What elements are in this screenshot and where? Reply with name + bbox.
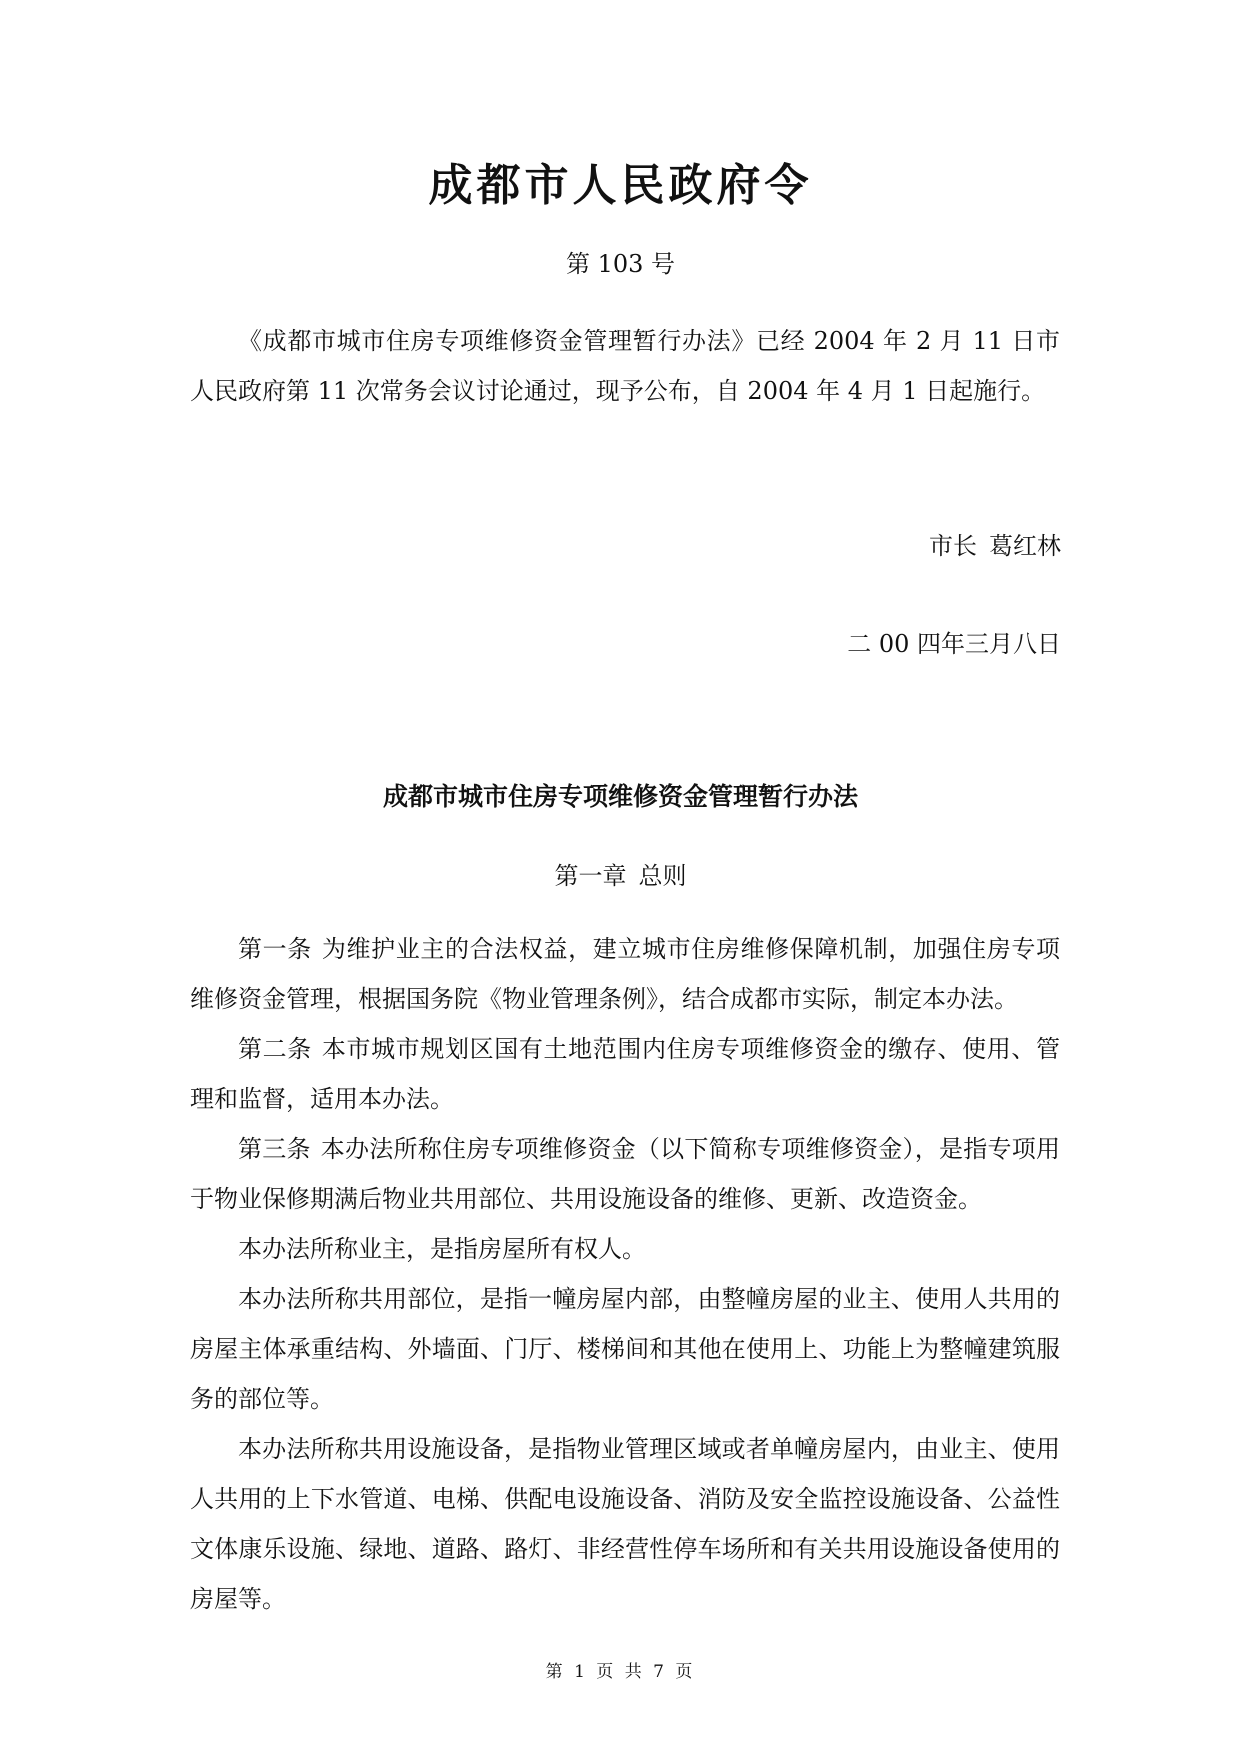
article-paragraph (190, 1274, 1060, 1424)
article-number: 第三条 (238, 1135, 311, 1163)
chapter-number: 第一章 (554, 862, 627, 890)
article-paragraph (190, 1024, 1060, 1124)
article-paragraph (190, 924, 1060, 1024)
signer-title: 市长 (929, 532, 977, 560)
article-text: 本办法所称共用设施设备，是指物业管理区域或者单幢房屋内，由业主、使用人共用的上下水管道、电梯、供配电设施设备、消防及安全监控设施设备、公益性文体康乐设施、绿地、道路、路灯、非经营性停车场所和有关共用设施设备使用的房屋等。 (190, 1435, 1060, 1613)
article-text: 本市城市规划区国有土地范围内住房专项维修资金的缴存、使用、管理和监督，适用本办法。 (190, 1035, 1060, 1113)
article-text: 为维护业主的合法权益，建立城市住房维修保障机制，加强住房专项维修资金管理，根据国务院《物业管理条例》，结合成都市实际，制定本办法。 (190, 935, 1060, 1013)
promulgation-paragraph (190, 316, 1060, 416)
chapter-heading (0, 860, 1241, 892)
decree-number: 第 103 号 (565, 250, 676, 278)
article-number: 第二条 (238, 1035, 312, 1063)
articles-body (190, 924, 1060, 1624)
promulgation-text: 《成都市城市住房专项维修资金管理暂行办法》已经 2004 年 2 月 11 日市人民政府第 11 次常务会议讨论通过，现予公布，自 2004 年 4 月 1 日起施行。 (190, 327, 1060, 405)
signer-line (929, 530, 1061, 562)
article-text: 本办法所称业主，是指房屋所有权人。 (238, 1235, 646, 1263)
decree-title: 成都市人民政府令 (428, 160, 813, 211)
article-paragraph (190, 1124, 1060, 1224)
regulation-title: 成都市城市住房专项维修资金管理暂行办法 (382, 782, 858, 811)
article-paragraph (190, 1424, 1060, 1624)
chapter-name: 总则 (638, 862, 687, 890)
article-number: 第一条 (238, 935, 312, 963)
page-footer: 第 1 页 共 7 页 (545, 1662, 696, 1682)
signer-name: 葛红林 (989, 532, 1061, 560)
article-paragraph (190, 1224, 1060, 1274)
article-text: 本办法所称住房专项维修资金（以下简称专项维修资金），是指专项用于物业保修期满后物业共用部位、共用设施设备的维修、更新、改造资金。 (190, 1135, 1061, 1213)
article-text: 本办法所称共用部位，是指一幢房屋内部，由整幢房屋的业主、使用人共用的房屋主体承重结构、外墙面、门厅、楼梯间和其他在使用上、功能上为整幢建筑服务的部位等。 (190, 1285, 1060, 1413)
signature-date: 二 00 四年三月八日 (847, 630, 1061, 658)
